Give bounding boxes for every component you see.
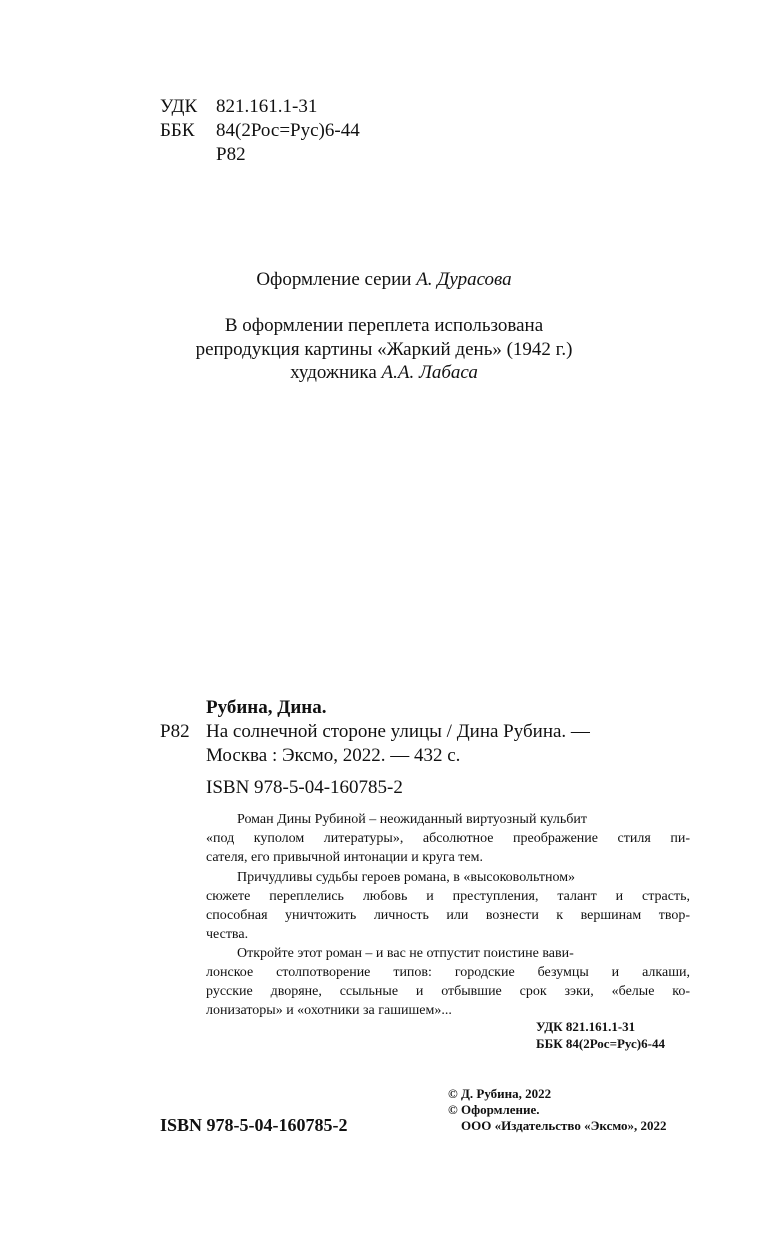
copyright-publisher: ООО «Издательство «Эксмо», 2022 <box>461 1118 667 1133</box>
annotation-line: Откройте этот роман – и вас не отпустит поистине вави- <box>237 946 574 961</box>
cover-credit-line2: репродукция картины «Жаркий день» (1942 г.) <box>195 339 573 360</box>
annotation-line: сюжете переплелись любовь и преступления, талант и страсть, <box>206 889 690 904</box>
series-design-name: А. Дурасова <box>416 269 512 290</box>
annotation-line: лонизаторы» и «охотники за гашишем»... <box>206 1003 452 1018</box>
cover-artist-prefix: художника <box>290 362 377 383</box>
udk-value: 821.161.1-31 <box>216 96 318 117</box>
cover-credit-line3 <box>0 362 768 384</box>
annotation-line: русские дворяне, ссыльные и отбывшие срок зэки, «белые ко- <box>206 984 690 999</box>
copyright-design: © Оформление. <box>448 1102 540 1117</box>
cover-credit-line1: В оформлении переплета использована <box>224 315 544 336</box>
annotation-line: «под куполом литературы», абсолютное преображение стиля пи- <box>206 831 690 846</box>
title-line-1: На солнечной стороне улицы / Дина Рубина. — <box>206 721 590 742</box>
title-line-2: Москва : Эксмо, 2022. — 432 с. <box>206 745 461 766</box>
index-bbk: ББК 84(2Рос=Рус)6-44 <box>536 1036 665 1051</box>
annotation-line: Роман Дины Рубиной – неожиданный виртуозный кульбит <box>237 812 588 827</box>
bbk-line <box>160 120 360 142</box>
annotation-line: лонское столпотворение типов: городские безумцы и алкаши, <box>206 965 690 980</box>
annotation-line: чества. <box>206 927 249 942</box>
record-isbn: ISBN 978-5-04-160785-2 <box>206 777 403 798</box>
annotation-line: сателя, его привычной интонации и круга тем. <box>206 850 483 865</box>
footer-isbn: ISBN 978-5-04-160785-2 <box>160 1115 348 1135</box>
author-heading: Рубина, Дина. <box>206 697 327 718</box>
index-udk: УДК 821.161.1-31 <box>536 1019 636 1034</box>
series-design-prefix: Оформление серии <box>256 269 412 290</box>
author-sign: Р82 <box>216 144 246 165</box>
annotation-line: способная уничтожить личность или вознести к вершинам твор- <box>206 908 690 923</box>
record-sign: Р82 <box>160 721 190 742</box>
copyright-author: © Д. Рубина, 2022 <box>448 1086 552 1101</box>
udk-label: УДК <box>160 96 198 117</box>
cover-artist: А.А. Лабаса <box>381 362 478 383</box>
bbk-label: ББК <box>160 120 195 141</box>
bbk-value: 84(2Рос=Рус)6-44 <box>216 120 360 141</box>
udk-line <box>160 96 317 118</box>
annotation-line: Причудливы судьбы героев романа, в «высоковольтном» <box>237 870 576 885</box>
series-design-credit <box>0 269 768 291</box>
